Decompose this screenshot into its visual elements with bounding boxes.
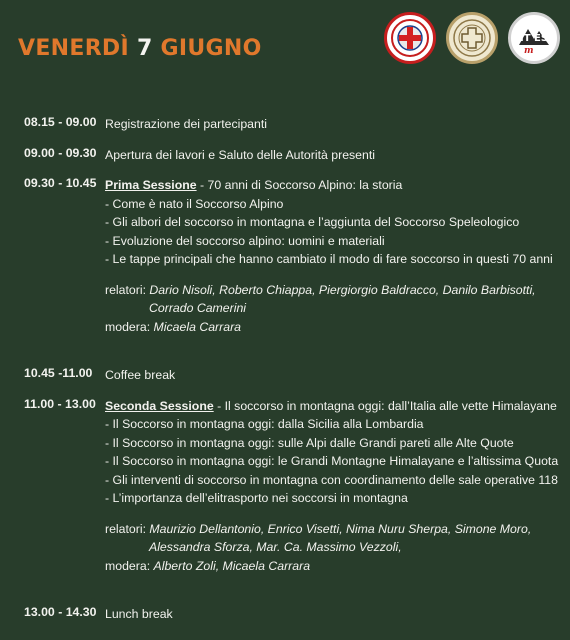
event-text: Apertura dei lavori e Saluto delle Autorità presenti <box>105 147 376 162</box>
time-label: 10.45 -11.00 <box>24 366 93 380</box>
svg-text:ES: ES <box>534 33 549 44</box>
speakers-line <box>105 520 560 539</box>
time-label: 09.00 - 09.30 <box>24 145 97 160</box>
moderator-label: modera: <box>105 558 154 573</box>
session-title: Prima Sessione <box>105 178 197 192</box>
moderator-label: modera: <box>105 319 154 334</box>
schedule-row-opening <box>24 146 560 165</box>
session-heading <box>105 176 560 195</box>
logo-bar <box>384 12 560 64</box>
session-subtitle: - Il soccorso in montagna oggi: dall’Italia alle vette Himalayane <box>213 398 557 413</box>
time-label: 08.15 - 09.00 <box>24 115 97 129</box>
session-subtitle: - 70 anni di Soccorso Alpino: la storia <box>196 178 403 192</box>
moderator-line <box>105 318 560 337</box>
time-label: 11.00 - 13.00 <box>24 396 96 411</box>
speakers-label: relatori: <box>105 282 150 297</box>
soccorso-alpino-badge-icon <box>384 12 436 64</box>
schedule-row-session-2 <box>24 397 560 576</box>
schedule-row-coffee-break <box>24 366 560 385</box>
speakers-line-continued <box>105 538 560 557</box>
month-label: GIUGNO <box>160 36 262 61</box>
topic-item: - L’importanza dell’elitrasporto nei soccorsi in montagna <box>105 491 408 505</box>
svg-text:IT: IT <box>520 33 531 44</box>
soccorso-speleologico-seal-icon <box>446 12 498 64</box>
event-text: Registrazione dei partecipanti <box>105 117 268 131</box>
topic-item: - Il Soccorso in montagna oggi: sulle Alpi dalle Grandi pareti alle Alte Quote <box>105 435 514 450</box>
speakers-names: Corrado Camerini <box>149 301 247 315</box>
day-label: VENERDÌ <box>18 36 129 61</box>
topic-item: - Gli interventi di soccorso in montagna con coordinamento delle sale operative 118 <box>105 472 558 487</box>
moderator-line <box>105 557 560 576</box>
speakers-names: Maurizio Dellantonio, Enrico Visetti, Nima Nuru Sherpa, Simone Moro, <box>149 521 532 536</box>
event-text: Lunch break <box>105 607 173 621</box>
event-text: Coffee break <box>105 368 176 382</box>
time-label: 09.30 - 10.45 <box>24 176 97 190</box>
topic-item: - Il Soccorso in montagna oggi: le Grandi Montagne Himalayane e l’altissima Quota <box>105 454 559 468</box>
event-logo-icon <box>508 12 560 64</box>
moderator-name: Micaela Carrara <box>153 319 242 334</box>
schedule-row-lunch-break <box>24 605 560 624</box>
speakers-names: Dario Nisoli, Roberto Chiappa, Piergiorgio Baldracco, Danilo Barbisotti, <box>149 282 536 297</box>
day-heading <box>18 36 262 61</box>
time-label: 13.00 - 14.30 <box>24 605 97 619</box>
session-title: Seconda Sessione <box>105 398 214 413</box>
topic-item: - Gli albori del soccorso in montagna e l’aggiunta del Soccorso Speleologico <box>105 215 520 229</box>
schedule-row-session-1 <box>24 176 560 336</box>
day-number: 7 <box>136 36 153 61</box>
topic-item: - Il Soccorso in montagna oggi: dalla Sicilia alla Lombardia <box>105 417 424 431</box>
svg-text:m: m <box>524 46 534 56</box>
speakers-names: Alessandra Sforza, Mar. Ca. Massimo Vezzoli, <box>149 540 402 554</box>
session-heading <box>105 397 560 416</box>
schedule-row-registration <box>24 115 560 134</box>
program-schedule <box>24 115 560 624</box>
speakers-line-continued <box>105 299 560 318</box>
moderator-name: Alberto Zoli, Micaela Carrara <box>153 558 311 573</box>
topic-item: - Le tappe principali che hanno cambiato il modo di fare soccorso in questi 70 anni <box>105 252 553 266</box>
topic-item: - Evoluzione del soccorso alpino: uomini e materiali <box>105 233 385 248</box>
speakers-line <box>105 281 560 300</box>
topic-item: - Come è nato il Soccorso Alpino <box>105 196 284 211</box>
speakers-label: relatori: <box>105 521 150 536</box>
